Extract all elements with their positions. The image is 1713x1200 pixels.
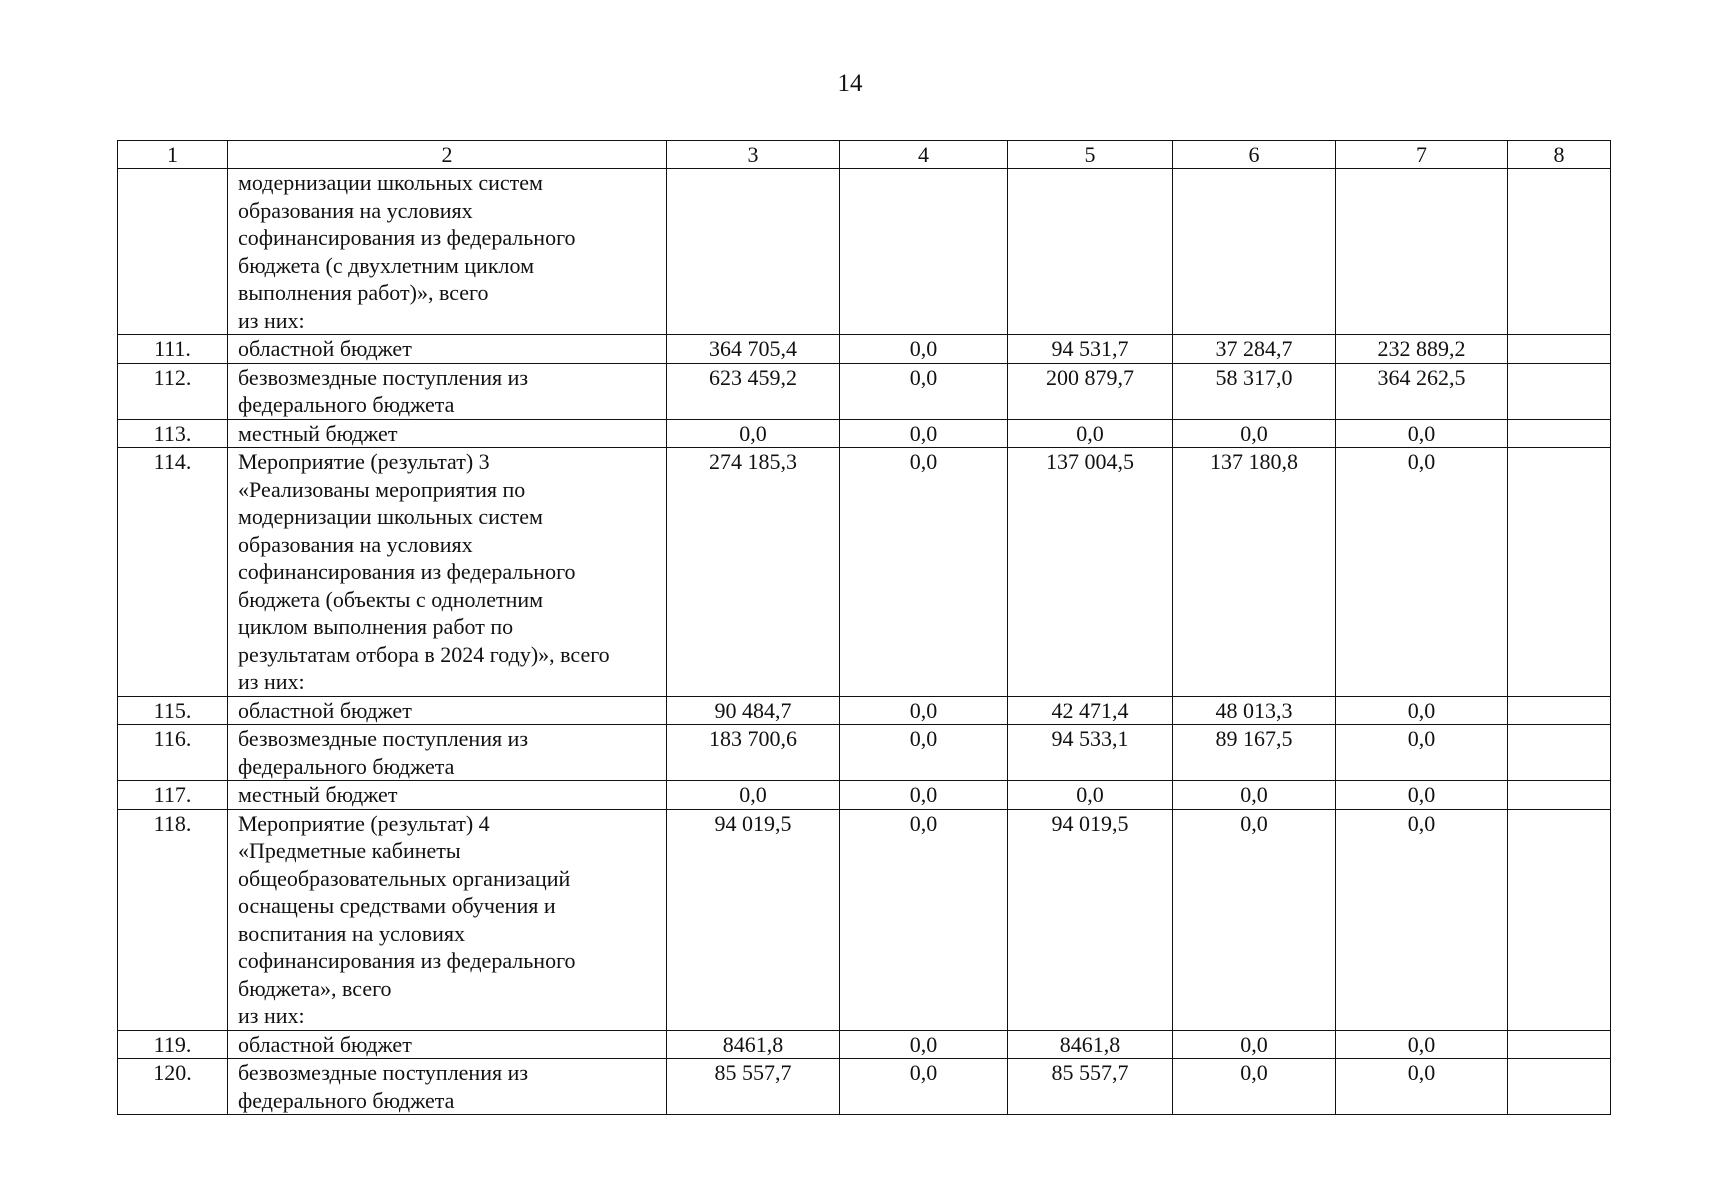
value-col-8 bbox=[1508, 335, 1611, 364]
value-col-6: 48 013,3 bbox=[1173, 696, 1336, 725]
value-col-8 bbox=[1508, 809, 1611, 1030]
value-col-7: 0,0 bbox=[1336, 781, 1508, 810]
value-col-7: 364 262,5 bbox=[1336, 363, 1508, 419]
description-line: из них: bbox=[238, 307, 305, 333]
value-col-5: 137 004,5 bbox=[1008, 448, 1173, 697]
row-description bbox=[228, 169, 667, 335]
value-col-3: 623 459,2 bbox=[667, 363, 840, 419]
value-col-7: 0,0 bbox=[1336, 1030, 1508, 1059]
value-col-4: 0,0 bbox=[840, 448, 1008, 697]
row-number: 114. bbox=[118, 448, 228, 697]
value-col-8 bbox=[1508, 363, 1611, 419]
table-body bbox=[118, 169, 1611, 1115]
value-col-8 bbox=[1508, 448, 1611, 697]
description-line: областной бюджет bbox=[238, 697, 412, 723]
description-line: софинансирования из федерального bbox=[238, 559, 576, 584]
description-line: результатам отбора в 2024 году)», всего bbox=[238, 641, 610, 667]
row-number: 111. bbox=[118, 335, 228, 364]
description-line: общеобразовательных организаций bbox=[238, 865, 571, 891]
header-col-1: 1 bbox=[118, 141, 228, 169]
value-col-6: 0,0 bbox=[1173, 419, 1336, 448]
value-col-6: 0,0 bbox=[1173, 781, 1336, 810]
value-col-6: 0,0 bbox=[1173, 1059, 1336, 1115]
row-number: 112. bbox=[118, 363, 228, 419]
page-number: 14 bbox=[837, 70, 863, 97]
description-line: образования на условиях bbox=[238, 531, 473, 557]
description-line: из них: bbox=[238, 1003, 305, 1028]
description-line: Мероприятие (результат) 4 bbox=[238, 810, 490, 836]
description-line: Мероприятие (результат) 3 bbox=[238, 449, 490, 474]
row-number: 115. bbox=[118, 696, 228, 725]
row-number: 117. bbox=[118, 781, 228, 810]
value-col-7: 0,0 bbox=[1336, 448, 1508, 697]
value-col-6: 37 284,7 bbox=[1173, 335, 1336, 364]
value-col-5: 85 557,7 bbox=[1008, 1059, 1173, 1115]
value-col-3: 85 557,7 bbox=[667, 1059, 840, 1115]
value-col-8 bbox=[1508, 1059, 1611, 1115]
value-col-3: 364 705,4 bbox=[667, 335, 840, 364]
value-col-4 bbox=[840, 169, 1008, 335]
value-col-3: 0,0 bbox=[667, 781, 840, 810]
value-col-8 bbox=[1508, 696, 1611, 725]
value-col-6: 89 167,5 bbox=[1173, 725, 1336, 781]
description-line: софинансирования из федерального bbox=[238, 948, 576, 973]
header-col-8: 8 bbox=[1508, 141, 1611, 169]
row-number: 116. bbox=[118, 725, 228, 781]
value-col-5: 42 471,4 bbox=[1008, 696, 1173, 725]
value-col-8 bbox=[1508, 1030, 1611, 1059]
value-col-8 bbox=[1508, 169, 1611, 335]
header-row bbox=[118, 141, 1611, 169]
value-col-4: 0,0 bbox=[840, 809, 1008, 1030]
table-row bbox=[118, 363, 1611, 419]
value-col-7: 0,0 bbox=[1336, 725, 1508, 781]
header-col-2: 2 bbox=[228, 141, 667, 169]
value-col-6: 0,0 bbox=[1173, 1030, 1336, 1059]
value-col-3: 274 185,3 bbox=[667, 448, 840, 697]
description-line: безвозмездные поступления из bbox=[238, 1060, 529, 1085]
value-col-7: 0,0 bbox=[1336, 696, 1508, 725]
value-col-8 bbox=[1508, 419, 1611, 448]
description-line: модернизации школьных систем bbox=[238, 504, 543, 529]
description-line: софинансирования из федерального bbox=[238, 225, 576, 250]
header-col-4: 4 bbox=[840, 141, 1008, 169]
table-row bbox=[118, 448, 1611, 697]
value-col-5: 8461,8 bbox=[1008, 1030, 1173, 1059]
row-description bbox=[228, 419, 667, 448]
description-line: местный бюджет bbox=[238, 420, 398, 446]
value-col-5: 94 533,1 bbox=[1008, 725, 1173, 781]
row-description bbox=[228, 1059, 667, 1115]
value-col-5: 0,0 bbox=[1008, 419, 1173, 448]
description-line: «Реализованы мероприятия по bbox=[238, 476, 526, 502]
value-col-7: 0,0 bbox=[1336, 1059, 1508, 1115]
value-col-7 bbox=[1336, 169, 1508, 335]
description-line: циклом выполнения работ по bbox=[238, 614, 514, 639]
value-col-8 bbox=[1508, 725, 1611, 781]
value-col-7: 0,0 bbox=[1336, 419, 1508, 448]
header-col-5: 5 bbox=[1008, 141, 1173, 169]
value-col-7: 232 889,2 bbox=[1336, 335, 1508, 364]
table-row bbox=[118, 696, 1611, 725]
value-col-6: 137 180,8 bbox=[1173, 448, 1336, 697]
value-col-3: 8461,8 bbox=[667, 1030, 840, 1059]
value-col-8 bbox=[1508, 781, 1611, 810]
row-number: 113. bbox=[118, 419, 228, 448]
value-col-3: 94 019,5 bbox=[667, 809, 840, 1030]
row-description bbox=[228, 448, 667, 697]
description-line: областной бюджет bbox=[238, 1031, 412, 1057]
row-number: 118. bbox=[118, 809, 228, 1030]
description-line: бюджета», всего bbox=[238, 975, 392, 1001]
description-line: из них: bbox=[238, 669, 305, 694]
value-col-6 bbox=[1173, 169, 1336, 335]
value-col-3: 183 700,6 bbox=[667, 725, 840, 781]
table-row bbox=[118, 725, 1611, 781]
value-col-4: 0,0 bbox=[840, 363, 1008, 419]
budget-table bbox=[117, 140, 1611, 1115]
value-col-4: 0,0 bbox=[840, 1030, 1008, 1059]
table-row bbox=[118, 781, 1611, 810]
table-row bbox=[118, 1030, 1611, 1059]
value-col-5 bbox=[1008, 169, 1173, 335]
row-description bbox=[228, 335, 667, 364]
row-description bbox=[228, 363, 667, 419]
value-col-4: 0,0 bbox=[840, 335, 1008, 364]
description-line: федерального бюджета bbox=[238, 392, 455, 417]
value-col-3: 90 484,7 bbox=[667, 696, 840, 725]
value-col-7: 0,0 bbox=[1336, 809, 1508, 1030]
row-number: 119. bbox=[118, 1030, 228, 1059]
row-description bbox=[228, 1030, 667, 1059]
value-col-5: 94 019,5 bbox=[1008, 809, 1173, 1030]
row-description bbox=[228, 696, 667, 725]
table-header bbox=[118, 141, 1611, 169]
description-line: областной бюджет bbox=[238, 336, 412, 361]
row-number: 120. bbox=[118, 1059, 228, 1115]
row-description bbox=[228, 809, 667, 1030]
header-col-3: 3 bbox=[667, 141, 840, 169]
description-line: образования на условиях bbox=[238, 197, 473, 223]
table-row bbox=[118, 1059, 1611, 1115]
row-description bbox=[228, 781, 667, 810]
description-line: бюджета (объекты с однолетним bbox=[238, 586, 544, 612]
description-line: модернизации школьных систем bbox=[238, 170, 543, 195]
value-col-4: 0,0 bbox=[840, 1059, 1008, 1115]
value-col-5: 200 879,7 bbox=[1008, 363, 1173, 419]
row-description bbox=[228, 725, 667, 781]
value-col-5: 94 531,7 bbox=[1008, 335, 1173, 364]
table-row bbox=[118, 419, 1611, 448]
header-col-7: 7 bbox=[1336, 141, 1508, 169]
description-line: оснащены средствами обучения и bbox=[238, 893, 556, 918]
value-col-4: 0,0 bbox=[840, 725, 1008, 781]
header-col-6: 6 bbox=[1173, 141, 1336, 169]
description-line: безвозмездные поступления из bbox=[238, 726, 529, 751]
value-col-6: 0,0 bbox=[1173, 809, 1336, 1030]
value-col-6: 58 317,0 bbox=[1173, 363, 1336, 419]
description-line: федерального бюджета bbox=[238, 1087, 455, 1113]
table-row bbox=[118, 809, 1611, 1030]
description-line: бюджета (с двухлетним циклом bbox=[238, 252, 534, 278]
description-line: воспитания на условиях bbox=[238, 920, 465, 946]
row-number bbox=[118, 169, 228, 335]
description-line: федерального бюджета bbox=[238, 753, 455, 779]
value-col-5: 0,0 bbox=[1008, 781, 1173, 810]
description-line: «Предметные кабинеты bbox=[238, 838, 461, 863]
table-row bbox=[118, 335, 1611, 364]
table-row bbox=[118, 169, 1611, 335]
value-col-3 bbox=[667, 169, 840, 335]
value-col-4: 0,0 bbox=[840, 419, 1008, 448]
value-col-4: 0,0 bbox=[840, 781, 1008, 810]
description-line: местный бюджет bbox=[238, 782, 398, 807]
description-line: выполнения работ)», всего bbox=[238, 280, 489, 305]
description-line: безвозмездные поступления из bbox=[238, 364, 529, 390]
value-col-4: 0,0 bbox=[840, 696, 1008, 725]
value-col-3: 0,0 bbox=[667, 419, 840, 448]
